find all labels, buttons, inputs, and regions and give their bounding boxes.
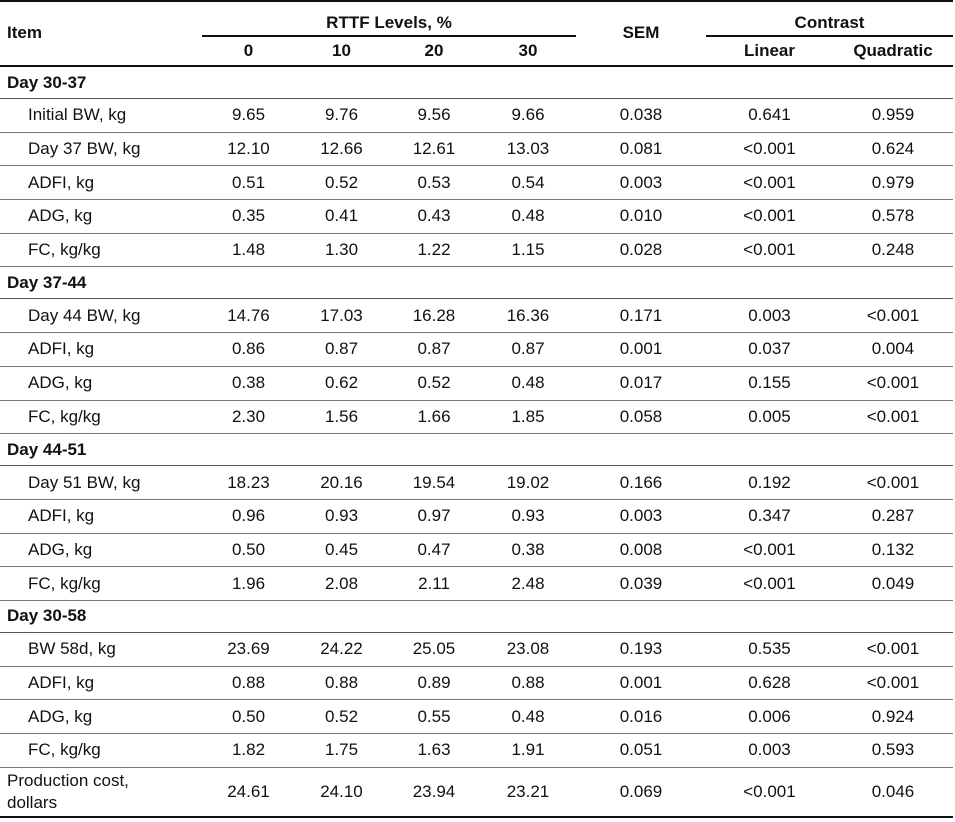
row-label: FC, kg/kg: [0, 233, 202, 267]
table-row: [0, 200, 953, 234]
cell-sem: 0.038: [576, 99, 706, 133]
cell-value: 9.56: [388, 99, 480, 133]
cell-value: 0.52: [295, 700, 388, 734]
cell-sem: 0.193: [576, 632, 706, 666]
cell-sem: 0.016: [576, 700, 706, 734]
cell-linear: <0.001: [706, 200, 833, 234]
cell-quadratic: <0.001: [833, 400, 953, 434]
cell-value: 1.15: [480, 233, 576, 267]
cell-quadratic: <0.001: [833, 466, 953, 500]
row-label: ADG, kg: [0, 200, 202, 234]
cell-value: 0.62: [295, 366, 388, 400]
cell-value: 0.86: [202, 333, 295, 367]
cell-quadratic: 0.046: [871, 781, 915, 801]
cell-sem: 0.081: [576, 132, 706, 166]
level-header: 0: [243, 41, 254, 60]
cell-sem: 0.171: [576, 299, 706, 333]
cell-linear: 0.003: [706, 299, 833, 333]
cell-value: 0.54: [480, 166, 576, 200]
cell-value: 9.66: [480, 99, 576, 133]
cell-value: 9.76: [295, 99, 388, 133]
cell-value: 0.50: [202, 700, 295, 734]
cell-quadratic: 0.624: [833, 132, 953, 166]
row-label: BW 58d, kg: [0, 632, 202, 666]
cell-value: 0.52: [295, 166, 388, 200]
cell-value: 24.10: [320, 781, 363, 801]
item-header: Item: [7, 22, 42, 42]
cell-value: 23.69: [202, 632, 295, 666]
table-body: [0, 66, 953, 817]
row-label-line: dollars: [7, 792, 58, 812]
cell-value: 1.75: [295, 734, 388, 768]
cell-value: 17.03: [295, 299, 388, 333]
cell-sem: 0.017: [576, 366, 706, 400]
cell-sem: 0.039: [576, 567, 706, 601]
section-row: [0, 267, 953, 299]
cell-value: 0.52: [388, 366, 480, 400]
cell-value: 0.43: [388, 200, 480, 234]
cell-value: 0.48: [480, 700, 576, 734]
sem-header: SEM: [622, 22, 660, 42]
cell-value: 0.45: [295, 533, 388, 567]
cell-value: 1.48: [202, 233, 295, 267]
cell-value: 25.05: [388, 632, 480, 666]
table-row: [0, 632, 953, 666]
row-label: FC, kg/kg: [0, 400, 202, 434]
table-row: [0, 99, 953, 133]
table-row: [0, 400, 953, 434]
cell-quadratic: 0.248: [833, 233, 953, 267]
cell-value: 2.11: [388, 567, 480, 601]
row-label: FC, kg/kg: [0, 567, 202, 601]
cell-value: 24.61: [227, 781, 270, 801]
cell-linear: <0.001: [706, 233, 833, 267]
cell-value: 20.16: [295, 466, 388, 500]
cell-value: 16.36: [480, 299, 576, 333]
header-row-top: [0, 1, 953, 36]
cell-value: 0.35: [202, 200, 295, 234]
cell-value: 0.89: [388, 666, 480, 700]
cell-sem: 0.003: [576, 166, 706, 200]
cell-linear: <0.001: [706, 533, 833, 567]
cell-sem: 0.008: [576, 533, 706, 567]
cell-quadratic: 0.287: [833, 499, 953, 533]
cell-linear: 0.628: [706, 666, 833, 700]
cell-value: 2.48: [480, 567, 576, 601]
cell-linear: 0.005: [706, 400, 833, 434]
cell-value: 1.66: [388, 400, 480, 434]
row-label: FC, kg/kg: [0, 734, 202, 768]
cell-value: 0.88: [202, 666, 295, 700]
cell-value: 0.96: [202, 499, 295, 533]
cell-value: 0.48: [480, 200, 576, 234]
cell-value: 0.47: [388, 533, 480, 567]
cell-value: 19.02: [480, 466, 576, 500]
cell-quadratic: 0.924: [833, 700, 953, 734]
row-label: Day 51 BW, kg: [0, 466, 202, 500]
cell-value: 0.93: [480, 499, 576, 533]
cell-value: 12.61: [388, 132, 480, 166]
level-header: 20: [424, 41, 444, 60]
cell-value: 1.30: [295, 233, 388, 267]
cell-linear: 0.037: [706, 333, 833, 367]
cell-value: 14.76: [202, 299, 295, 333]
cell-linear: 0.155: [706, 366, 833, 400]
table-row: [0, 700, 953, 734]
cell-quadratic: <0.001: [833, 366, 953, 400]
cell-value: 1.63: [388, 734, 480, 768]
cell-quadratic: <0.001: [833, 299, 953, 333]
cell-quadratic: <0.001: [833, 666, 953, 700]
table-row: [0, 166, 953, 200]
cell-linear: 0.641: [706, 99, 833, 133]
row-label: [0, 767, 202, 817]
section-title: Day 44-51: [0, 434, 953, 466]
cell-quadratic: <0.001: [833, 632, 953, 666]
cell-sem: 0.028: [576, 233, 706, 267]
cell-quadratic: 0.132: [833, 533, 953, 567]
section-title: Day 30-58: [0, 600, 953, 632]
cell-value: 0.93: [295, 499, 388, 533]
cell-linear: <0.001: [706, 132, 833, 166]
row-label: ADFI, kg: [0, 666, 202, 700]
cell-value: 0.88: [480, 666, 576, 700]
cell-value: 0.53: [388, 166, 480, 200]
cell-value: 2.08: [295, 567, 388, 601]
cell-sem: 0.058: [576, 400, 706, 434]
cell-linear: 0.347: [706, 499, 833, 533]
cell-value: 1.96: [202, 567, 295, 601]
cell-value: 18.23: [202, 466, 295, 500]
table-row: [0, 567, 953, 601]
row-label: ADG, kg: [0, 533, 202, 567]
table-row: [0, 333, 953, 367]
level-header: 10: [332, 41, 351, 60]
cell-sem: 0.166: [576, 466, 706, 500]
cell-sem: 0.003: [576, 499, 706, 533]
cell-value: 12.66: [295, 132, 388, 166]
cell-sem: 0.001: [576, 666, 706, 700]
cell-sem: 0.069: [619, 781, 663, 801]
section-row: [0, 66, 953, 99]
cell-linear: <0.001: [743, 781, 796, 801]
cell-value: 13.03: [480, 132, 576, 166]
level-header: 30: [518, 41, 538, 60]
row-label: ADFI, kg: [0, 333, 202, 367]
row-label: Day 37 BW, kg: [0, 132, 202, 166]
row-label: ADFI, kg: [0, 499, 202, 533]
cell-sem: 0.051: [576, 734, 706, 768]
quadratic-header: Quadratic: [853, 41, 933, 60]
cell-value: 0.88: [295, 666, 388, 700]
table-row: [0, 132, 953, 166]
section-row: [0, 434, 953, 466]
table-row: [0, 734, 953, 768]
cell-value: 1.22: [388, 233, 480, 267]
cell-value: 12.10: [202, 132, 295, 166]
cell-value: 1.82: [202, 734, 295, 768]
cell-value: 1.85: [480, 400, 576, 434]
table-row: [0, 366, 953, 400]
table-row: [0, 233, 953, 267]
cell-quadratic: 0.004: [833, 333, 953, 367]
cell-value: 0.87: [388, 333, 480, 367]
linear-header: Linear: [743, 41, 796, 60]
cell-linear: <0.001: [706, 166, 833, 200]
cell-quadratic: 0.593: [833, 734, 953, 768]
cell-value: 23.94: [412, 781, 456, 801]
contrast-header: Contrast: [706, 1, 953, 36]
cell-quadratic: 0.959: [833, 99, 953, 133]
cell-value: 0.41: [295, 200, 388, 234]
table-row: [0, 666, 953, 700]
cell-sem: 0.010: [576, 200, 706, 234]
table-row: [0, 299, 953, 333]
cell-value: 0.51: [202, 166, 295, 200]
cell-linear: <0.001: [706, 567, 833, 601]
cell-value: 9.65: [202, 99, 295, 133]
row-label: Initial BW, kg: [0, 99, 202, 133]
cell-value: 0.50: [202, 533, 295, 567]
cell-linear: 0.192: [706, 466, 833, 500]
section-row: [0, 600, 953, 632]
cell-value: 1.56: [295, 400, 388, 434]
cell-value: 1.91: [480, 734, 576, 768]
cell-quadratic: 0.578: [833, 200, 953, 234]
cell-value: 2.30: [202, 400, 295, 434]
cell-value: 0.38: [480, 533, 576, 567]
cell-linear: 0.006: [706, 700, 833, 734]
row-label: Day 44 BW, kg: [0, 299, 202, 333]
cell-sem: 0.001: [576, 333, 706, 367]
row-label-line: Production cost,: [7, 770, 129, 790]
row-label: ADG, kg: [0, 366, 202, 400]
table-row: [0, 533, 953, 567]
section-title: Day 30-37: [0, 66, 953, 99]
cell-value: 23.21: [506, 781, 550, 801]
cell-linear: 0.003: [706, 734, 833, 768]
cell-linear: 0.535: [706, 632, 833, 666]
rttf-levels-header: RTTF Levels, %: [202, 1, 576, 36]
row-label: ADG, kg: [0, 700, 202, 734]
row-label: ADFI, kg: [0, 166, 202, 200]
cell-value: 16.28: [388, 299, 480, 333]
cell-quadratic: 0.979: [833, 166, 953, 200]
cell-value: 0.97: [388, 499, 480, 533]
section-title: Day 37-44: [0, 267, 953, 299]
cell-quadratic: 0.049: [833, 567, 953, 601]
table-row: [0, 499, 953, 533]
table-row: [0, 767, 953, 817]
cell-value: 24.22: [295, 632, 388, 666]
cell-value: 0.38: [202, 366, 295, 400]
cell-value: 0.48: [480, 366, 576, 400]
cell-value: 19.54: [388, 466, 480, 500]
table-row: [0, 466, 953, 500]
cell-value: 0.55: [388, 700, 480, 734]
cell-value: 23.08: [480, 632, 576, 666]
cell-value: 0.87: [480, 333, 576, 367]
cell-value: 0.87: [295, 333, 388, 367]
